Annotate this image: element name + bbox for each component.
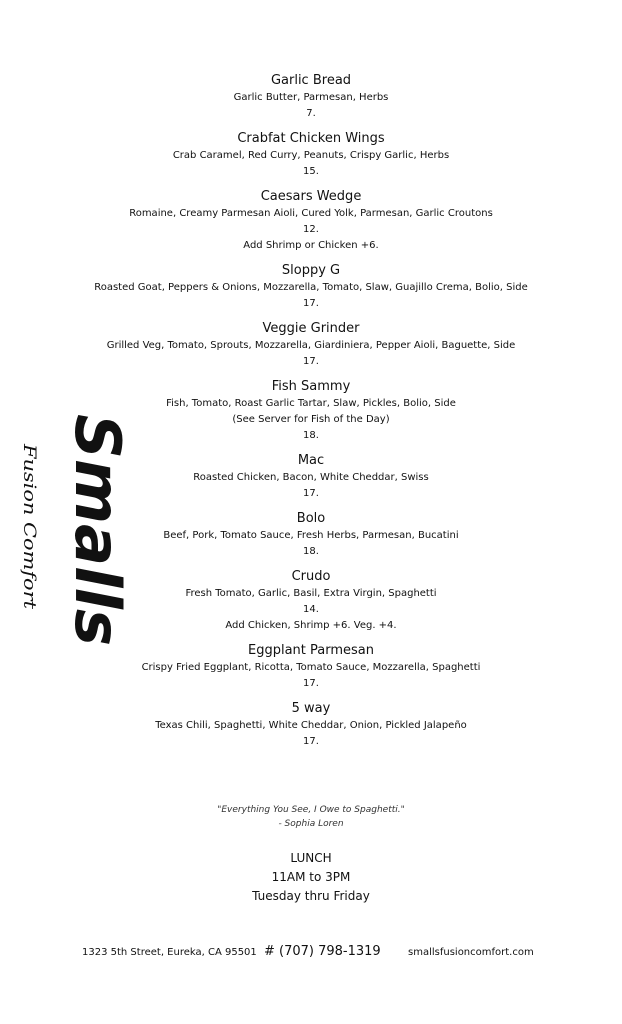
quote-text: "Everything You See, I Owe to Spaghetti.": [217, 805, 405, 815]
menu-gap: [0, 692, 622, 700]
menu-gap: [0, 370, 622, 378]
quote-author: - Sophia Loren: [278, 819, 344, 829]
menu-item: [0, 188, 622, 254]
footer-phone[interactable]: # (707) 798-1319: [264, 944, 381, 959]
menu-gap: [0, 122, 622, 130]
menu-item-description: Garlic Butter, Parmesan, Herbs: [233, 92, 389, 103]
menu-item-price: 18.: [303, 430, 319, 441]
logo-tagline: Fusion Comfort: [19, 444, 39, 579]
menu-item-addon: Add Chicken, Shrimp +6. Veg. +4.: [225, 620, 397, 631]
menu-item-description: Grilled Veg, Tomato, Sprouts, Mozzarella, Giardiniera, Pepper Aioli, Baguette, Side: [106, 340, 516, 351]
menu-item-price: 14.: [303, 604, 319, 615]
footer: [0, 944, 622, 964]
menu-item-description: Texas Chili, Spaghetti, White Cheddar, Onion, Pickled Jalapeño: [155, 720, 467, 731]
menu-item-note: (See Server for Fish of the Day): [232, 414, 390, 425]
menu-gap: [0, 312, 622, 320]
menu-item-description: Fish, Tomato, Roast Garlic Tartar, Slaw, Pickles, Bolio, Side: [166, 398, 456, 409]
menu-item-price: 18.: [303, 546, 319, 557]
menu-item-description: Roasted Goat, Peppers & Onions, Mozzarella, Tomato, Slaw, Guajillo Crema, Bolio, Side: [94, 282, 528, 293]
menu-item: [0, 130, 622, 180]
menu-item-price: 17.: [303, 736, 319, 747]
menu-item-description: Beef, Pork, Tomato Sauce, Fresh Herbs, Parmesan, Bucatini: [163, 530, 459, 541]
menu-gap: [0, 180, 622, 188]
menu-item-name: Sloppy G: [281, 263, 341, 278]
logo-graphic: [14, 414, 134, 650]
menu-item-price: 17.: [303, 298, 319, 309]
menu-item-name: 5 way: [291, 701, 331, 716]
menu-item-name: Crudo: [291, 569, 331, 584]
footer-website[interactable]: smallsfusioncomfort.com: [408, 947, 534, 958]
hours-days: Tuesday thru Friday: [252, 889, 370, 903]
menu-item-description: Fresh Tomato, Garlic, Basil, Extra Virgin, Spaghetti: [185, 588, 437, 599]
menu-item-price: 17.: [303, 356, 319, 367]
menu-gap: [0, 254, 622, 262]
menu-item-name: Mac: [297, 453, 325, 468]
menu-item-name: Garlic Bread: [270, 73, 352, 88]
hours-title: LUNCH: [290, 851, 332, 865]
menu-item-description: Roasted Chicken, Bacon, White Cheddar, Swiss: [193, 472, 429, 483]
menu-item-name: Crabfat Chicken Wings: [237, 131, 385, 146]
menu-item-name: Fish Sammy: [271, 379, 351, 394]
smalls-logo: [14, 414, 134, 650]
logo-brand: Smalls: [61, 414, 134, 645]
menu-item-description: Crispy Fried Eggplant, Ricotta, Tomato Sauce, Mozzarella, Spaghetti: [141, 662, 481, 673]
quote-block: [0, 803, 622, 831]
menu-item: [0, 700, 622, 750]
menu-item-price: 17.: [303, 678, 319, 689]
hours-time: 11AM to 3PM: [271, 870, 351, 884]
menu-item: [0, 72, 622, 122]
menu-item-name: Veggie Grinder: [262, 321, 360, 336]
menu-item-price: 7.: [306, 108, 316, 119]
menu-item-name: Caesars Wedge: [260, 189, 362, 204]
menu-item: [0, 262, 622, 312]
hours-block: [0, 849, 622, 906]
menu-item-name: Bolo: [296, 511, 326, 526]
menu-item-price: 15.: [303, 166, 319, 177]
menu-item-name: Eggplant Parmesan: [248, 643, 374, 658]
menu-item: [0, 320, 622, 370]
menu-item-description: Romaine, Creamy Parmesan Aioli, Cured Yolk, Parmesan, Garlic Croutons: [129, 208, 493, 219]
menu-item-addon: Add Shrimp or Chicken +6.: [243, 240, 379, 251]
menu-item-price: 17.: [303, 488, 319, 499]
menu-item-price: 12.: [303, 224, 319, 235]
menu-item-description: Crab Caramel, Red Curry, Peanuts, Crispy Garlic, Herbs: [172, 150, 450, 161]
footer-address: 1323 5th Street, Eureka, CA 95501: [82, 947, 257, 958]
